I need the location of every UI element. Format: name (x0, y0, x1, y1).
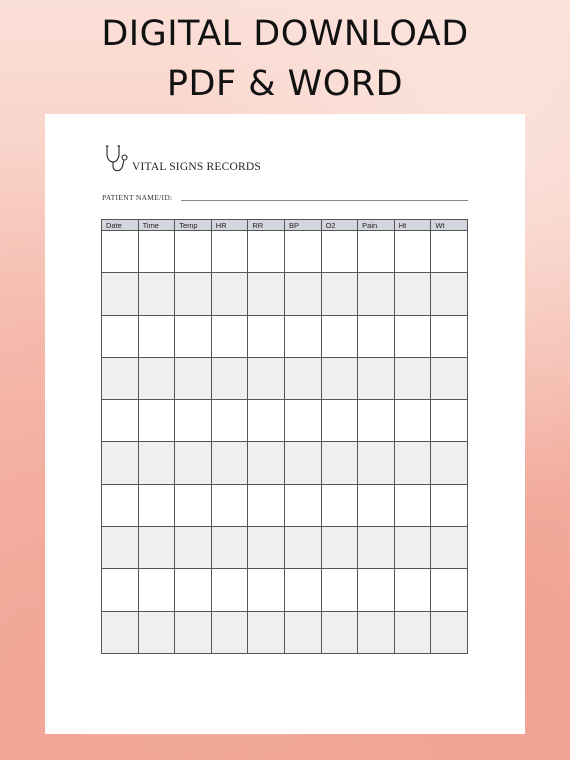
column-header-wt: Wt (431, 220, 468, 231)
table-row (102, 231, 468, 273)
table-cell-ht[interactable] (394, 611, 431, 653)
banner-line-1: DIGITAL DOWNLOAD (101, 14, 469, 54)
table-cell-time[interactable] (138, 611, 175, 653)
table-cell-rr[interactable] (248, 400, 285, 442)
column-header-pain: Pain (358, 220, 395, 231)
table-cell-ht[interactable] (394, 400, 431, 442)
table-row (102, 527, 468, 569)
table-cell-rr[interactable] (248, 569, 285, 611)
table-cell-ht[interactable] (394, 357, 431, 399)
table-cell-date[interactable] (102, 357, 139, 399)
table-cell-rr[interactable] (248, 442, 285, 484)
table-cell-bp[interactable] (284, 611, 321, 653)
table-cell-hr[interactable] (211, 231, 248, 273)
patient-name-label: PATIENT NAME/ID: (102, 193, 173, 202)
table-cell-temp[interactable] (175, 400, 212, 442)
table-cell-bp[interactable] (284, 357, 321, 399)
table-cell-wt[interactable] (431, 315, 468, 357)
table-cell-time[interactable] (138, 231, 175, 273)
table-cell-date[interactable] (102, 400, 139, 442)
table-cell-bp[interactable] (284, 315, 321, 357)
table-cell-date[interactable] (102, 611, 139, 653)
table-cell-rr[interactable] (248, 527, 285, 569)
table-cell-bp[interactable] (284, 484, 321, 526)
table-cell-o2[interactable] (321, 527, 358, 569)
table-cell-o2[interactable] (321, 400, 358, 442)
vital-signs-table (101, 219, 468, 654)
table-cell-bp[interactable] (284, 400, 321, 442)
table-cell-bp[interactable] (284, 273, 321, 315)
table-cell-hr[interactable] (211, 611, 248, 653)
table-cell-wt[interactable] (431, 442, 468, 484)
table-cell-hr[interactable] (211, 400, 248, 442)
table-cell-hr[interactable] (211, 442, 248, 484)
table-cell-hr[interactable] (211, 569, 248, 611)
column-header-temp: Temp (175, 220, 212, 231)
table-cell-wt[interactable] (431, 569, 468, 611)
table-cell-pain[interactable] (358, 442, 395, 484)
column-header-hr: HR (211, 220, 248, 231)
table-cell-temp[interactable] (175, 315, 212, 357)
table-cell-rr[interactable] (248, 357, 285, 399)
table-header-row (102, 220, 468, 231)
table-cell-date[interactable] (102, 273, 139, 315)
table-cell-pain[interactable] (358, 527, 395, 569)
table-row (102, 315, 468, 357)
table-cell-o2[interactable] (321, 484, 358, 526)
table-cell-o2[interactable] (321, 442, 358, 484)
table-cell-bp[interactable] (284, 527, 321, 569)
table-cell-bp[interactable] (284, 442, 321, 484)
table-cell-hr[interactable] (211, 357, 248, 399)
banner-line-2: PDF & WORD (166, 64, 404, 104)
table-cell-temp[interactable] (175, 611, 212, 653)
column-header-date: Date (102, 220, 139, 231)
table-cell-time[interactable] (138, 484, 175, 526)
table-cell-ht[interactable] (394, 527, 431, 569)
table-cell-time[interactable] (138, 357, 175, 399)
table-cell-ht[interactable] (394, 231, 431, 273)
table-cell-ht[interactable] (394, 273, 431, 315)
table-cell-wt[interactable] (431, 400, 468, 442)
table-cell-wt[interactable] (431, 273, 468, 315)
table-row (102, 357, 468, 399)
patient-name-field[interactable] (181, 200, 468, 201)
table-cell-temp[interactable] (175, 484, 212, 526)
stethoscope-icon (104, 144, 130, 174)
table-cell-hr[interactable] (211, 484, 248, 526)
table-cell-pain[interactable] (358, 569, 395, 611)
table-row (102, 400, 468, 442)
table-cell-wt[interactable] (431, 611, 468, 653)
table-cell-temp[interactable] (175, 442, 212, 484)
table-cell-hr[interactable] (211, 315, 248, 357)
table-cell-ht[interactable] (394, 484, 431, 526)
column-header-ht: Ht (394, 220, 431, 231)
table-cell-wt[interactable] (431, 527, 468, 569)
table-cell-wt[interactable] (431, 357, 468, 399)
table-cell-o2[interactable] (321, 569, 358, 611)
column-header-o2: O2 (321, 220, 358, 231)
table-cell-temp[interactable] (175, 357, 212, 399)
table-row (102, 442, 468, 484)
table-cell-bp[interactable] (284, 231, 321, 273)
table-cell-time[interactable] (138, 273, 175, 315)
column-header-bp: BP (284, 220, 321, 231)
table-cell-bp[interactable] (284, 569, 321, 611)
table-cell-temp[interactable] (175, 569, 212, 611)
table-cell-o2[interactable] (321, 315, 358, 357)
table-cell-pain[interactable] (358, 315, 395, 357)
table-cell-pain[interactable] (358, 400, 395, 442)
table-row (102, 273, 468, 315)
table-cell-wt[interactable] (431, 484, 468, 526)
table-cell-date[interactable] (102, 315, 139, 357)
table-cell-date[interactable] (102, 231, 139, 273)
form-title: VITAL SIGNS RECORDS (132, 161, 261, 173)
table-cell-pain[interactable] (358, 357, 395, 399)
table-cell-hr[interactable] (211, 527, 248, 569)
column-header-rr: RR (248, 220, 285, 231)
table-cell-date[interactable] (102, 527, 139, 569)
column-header-time: Time (138, 220, 175, 231)
table-cell-rr[interactable] (248, 484, 285, 526)
table-cell-o2[interactable] (321, 357, 358, 399)
table-cell-time[interactable] (138, 569, 175, 611)
table-cell-hr[interactable] (211, 273, 248, 315)
table-cell-o2[interactable] (321, 611, 358, 653)
table-row (102, 569, 468, 611)
table-cell-time[interactable] (138, 527, 175, 569)
table-row (102, 611, 468, 653)
table-cell-pain[interactable] (358, 611, 395, 653)
table-cell-ht[interactable] (394, 315, 431, 357)
table-row (102, 484, 468, 526)
table-cell-time[interactable] (138, 442, 175, 484)
table-cell-pain[interactable] (358, 484, 395, 526)
table-cell-ht[interactable] (394, 569, 431, 611)
table-cell-pain[interactable] (358, 231, 395, 273)
table-cell-rr[interactable] (248, 315, 285, 357)
table-cell-rr[interactable] (248, 273, 285, 315)
table-cell-temp[interactable] (175, 231, 212, 273)
table-cell-o2[interactable] (321, 231, 358, 273)
table-cell-wt[interactable] (431, 231, 468, 273)
table-cell-time[interactable] (138, 400, 175, 442)
table-cell-time[interactable] (138, 315, 175, 357)
table-cell-temp[interactable] (175, 273, 212, 315)
table-cell-pain[interactable] (358, 273, 395, 315)
table-cell-temp[interactable] (175, 527, 212, 569)
table-cell-ht[interactable] (394, 442, 431, 484)
table-cell-rr[interactable] (248, 611, 285, 653)
table-cell-o2[interactable] (321, 273, 358, 315)
table-cell-rr[interactable] (248, 231, 285, 273)
table-cell-date[interactable] (102, 442, 139, 484)
table-cell-date[interactable] (102, 569, 139, 611)
table-cell-date[interactable] (102, 484, 139, 526)
